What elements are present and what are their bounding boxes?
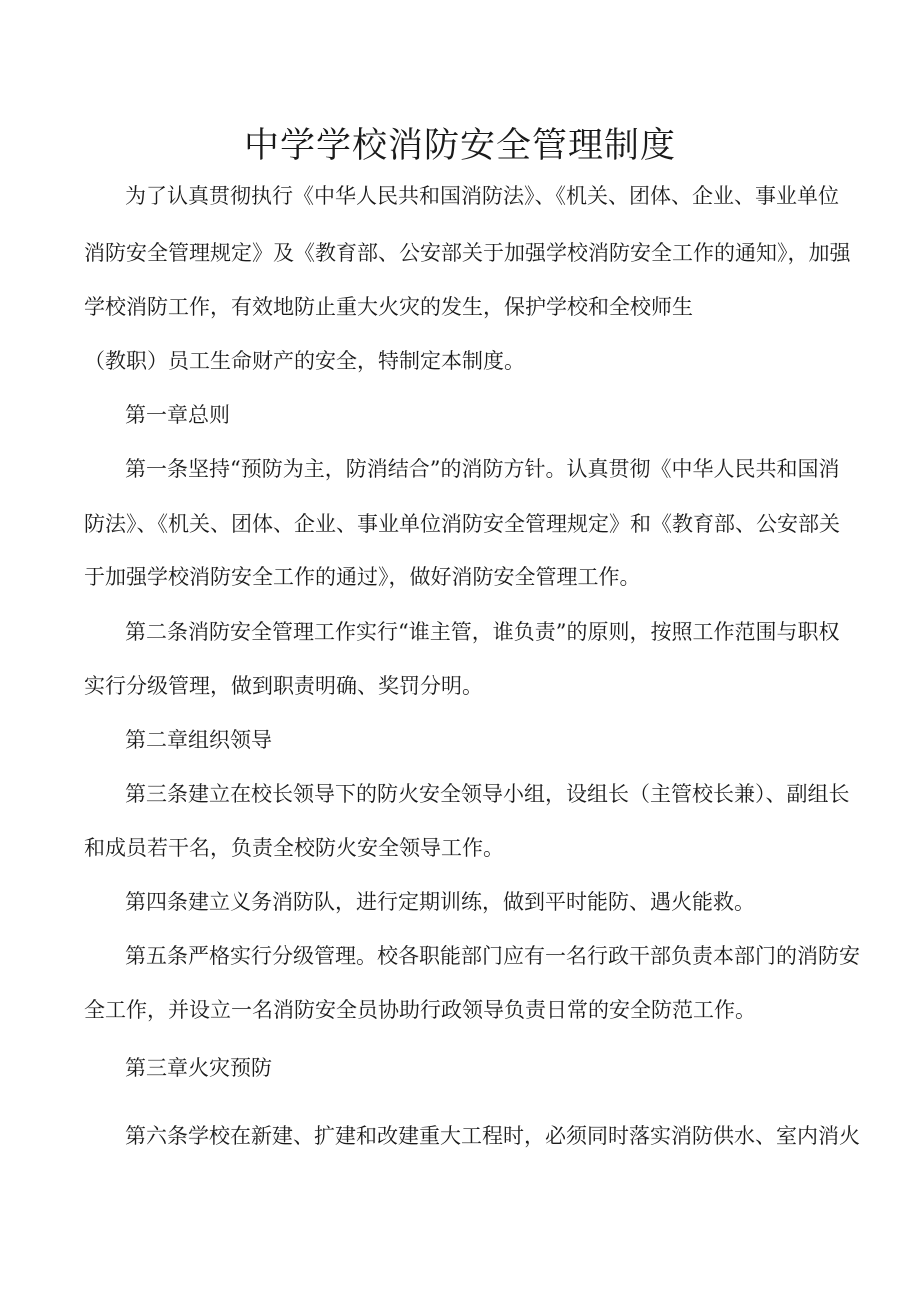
chapter-heading: 第三章火灾预防 (125, 1056, 272, 1080)
body-line: 实行分级管理，做到职责明确、奖罚分明。 (84, 674, 483, 698)
body-line: 第五条严格实行分级管理。校各职能部门应有一名行政干部负责本部门的消防安 (125, 944, 860, 968)
body-line: 全工作，并设立一名消防安全员协助行政领导负责日常的安全防范工作。 (84, 998, 756, 1022)
chapter-heading: 第一章总则 (125, 403, 230, 427)
chapter-heading: 第二章组织领导 (125, 728, 272, 752)
document-title: 中学学校消防安全管理制度 (243, 126, 676, 166)
body-line: 第一条坚持“预防为主，防消结合”的消防方针。认真贯彻《中华人民共和国消 (125, 457, 840, 481)
body-line: 于加强学校消防安全工作的通过》，做好消防安全管理工作。 (84, 565, 641, 589)
body-line: 第三条建立在校长领导下的防火安全领导小组，设组长（主管校长兼）、副组长 (125, 782, 850, 806)
body-line: 为了认真贯彻执行《中华人民共和国消防法》、《机关、团体、企业、事业单位 (125, 184, 839, 208)
body-line: 防法》、《机关、团体、企业、事业单位消防安全管理规定》和《教育部、公安部关 (84, 512, 840, 536)
body-line: 第二条消防安全管理工作实行“谁主管，谁负责”的原则，按照工作范围与职权 (125, 620, 840, 644)
body-line: 第四条建立义务消防队，进行定期训练，做到平时能防、遇火能救。 (125, 890, 755, 914)
body-line: 和成员若干名，负责全校防火安全领导工作。 (84, 836, 504, 860)
body-line: （教职）员工生命财产的安全，特制定本制度。 (84, 349, 525, 373)
body-line: 第六条学校在新建、扩建和改建重大工程时，必须同时落实消防供水、室内消火 (125, 1124, 860, 1148)
body-line: 消防安全管理规定》及《教育部、公安部关于加强学校消防安全工作的通知》，加强 (84, 241, 851, 265)
body-line: 学校消防工作，有效地防止重大火灾的发生，保护学校和全校师生 (84, 295, 693, 319)
